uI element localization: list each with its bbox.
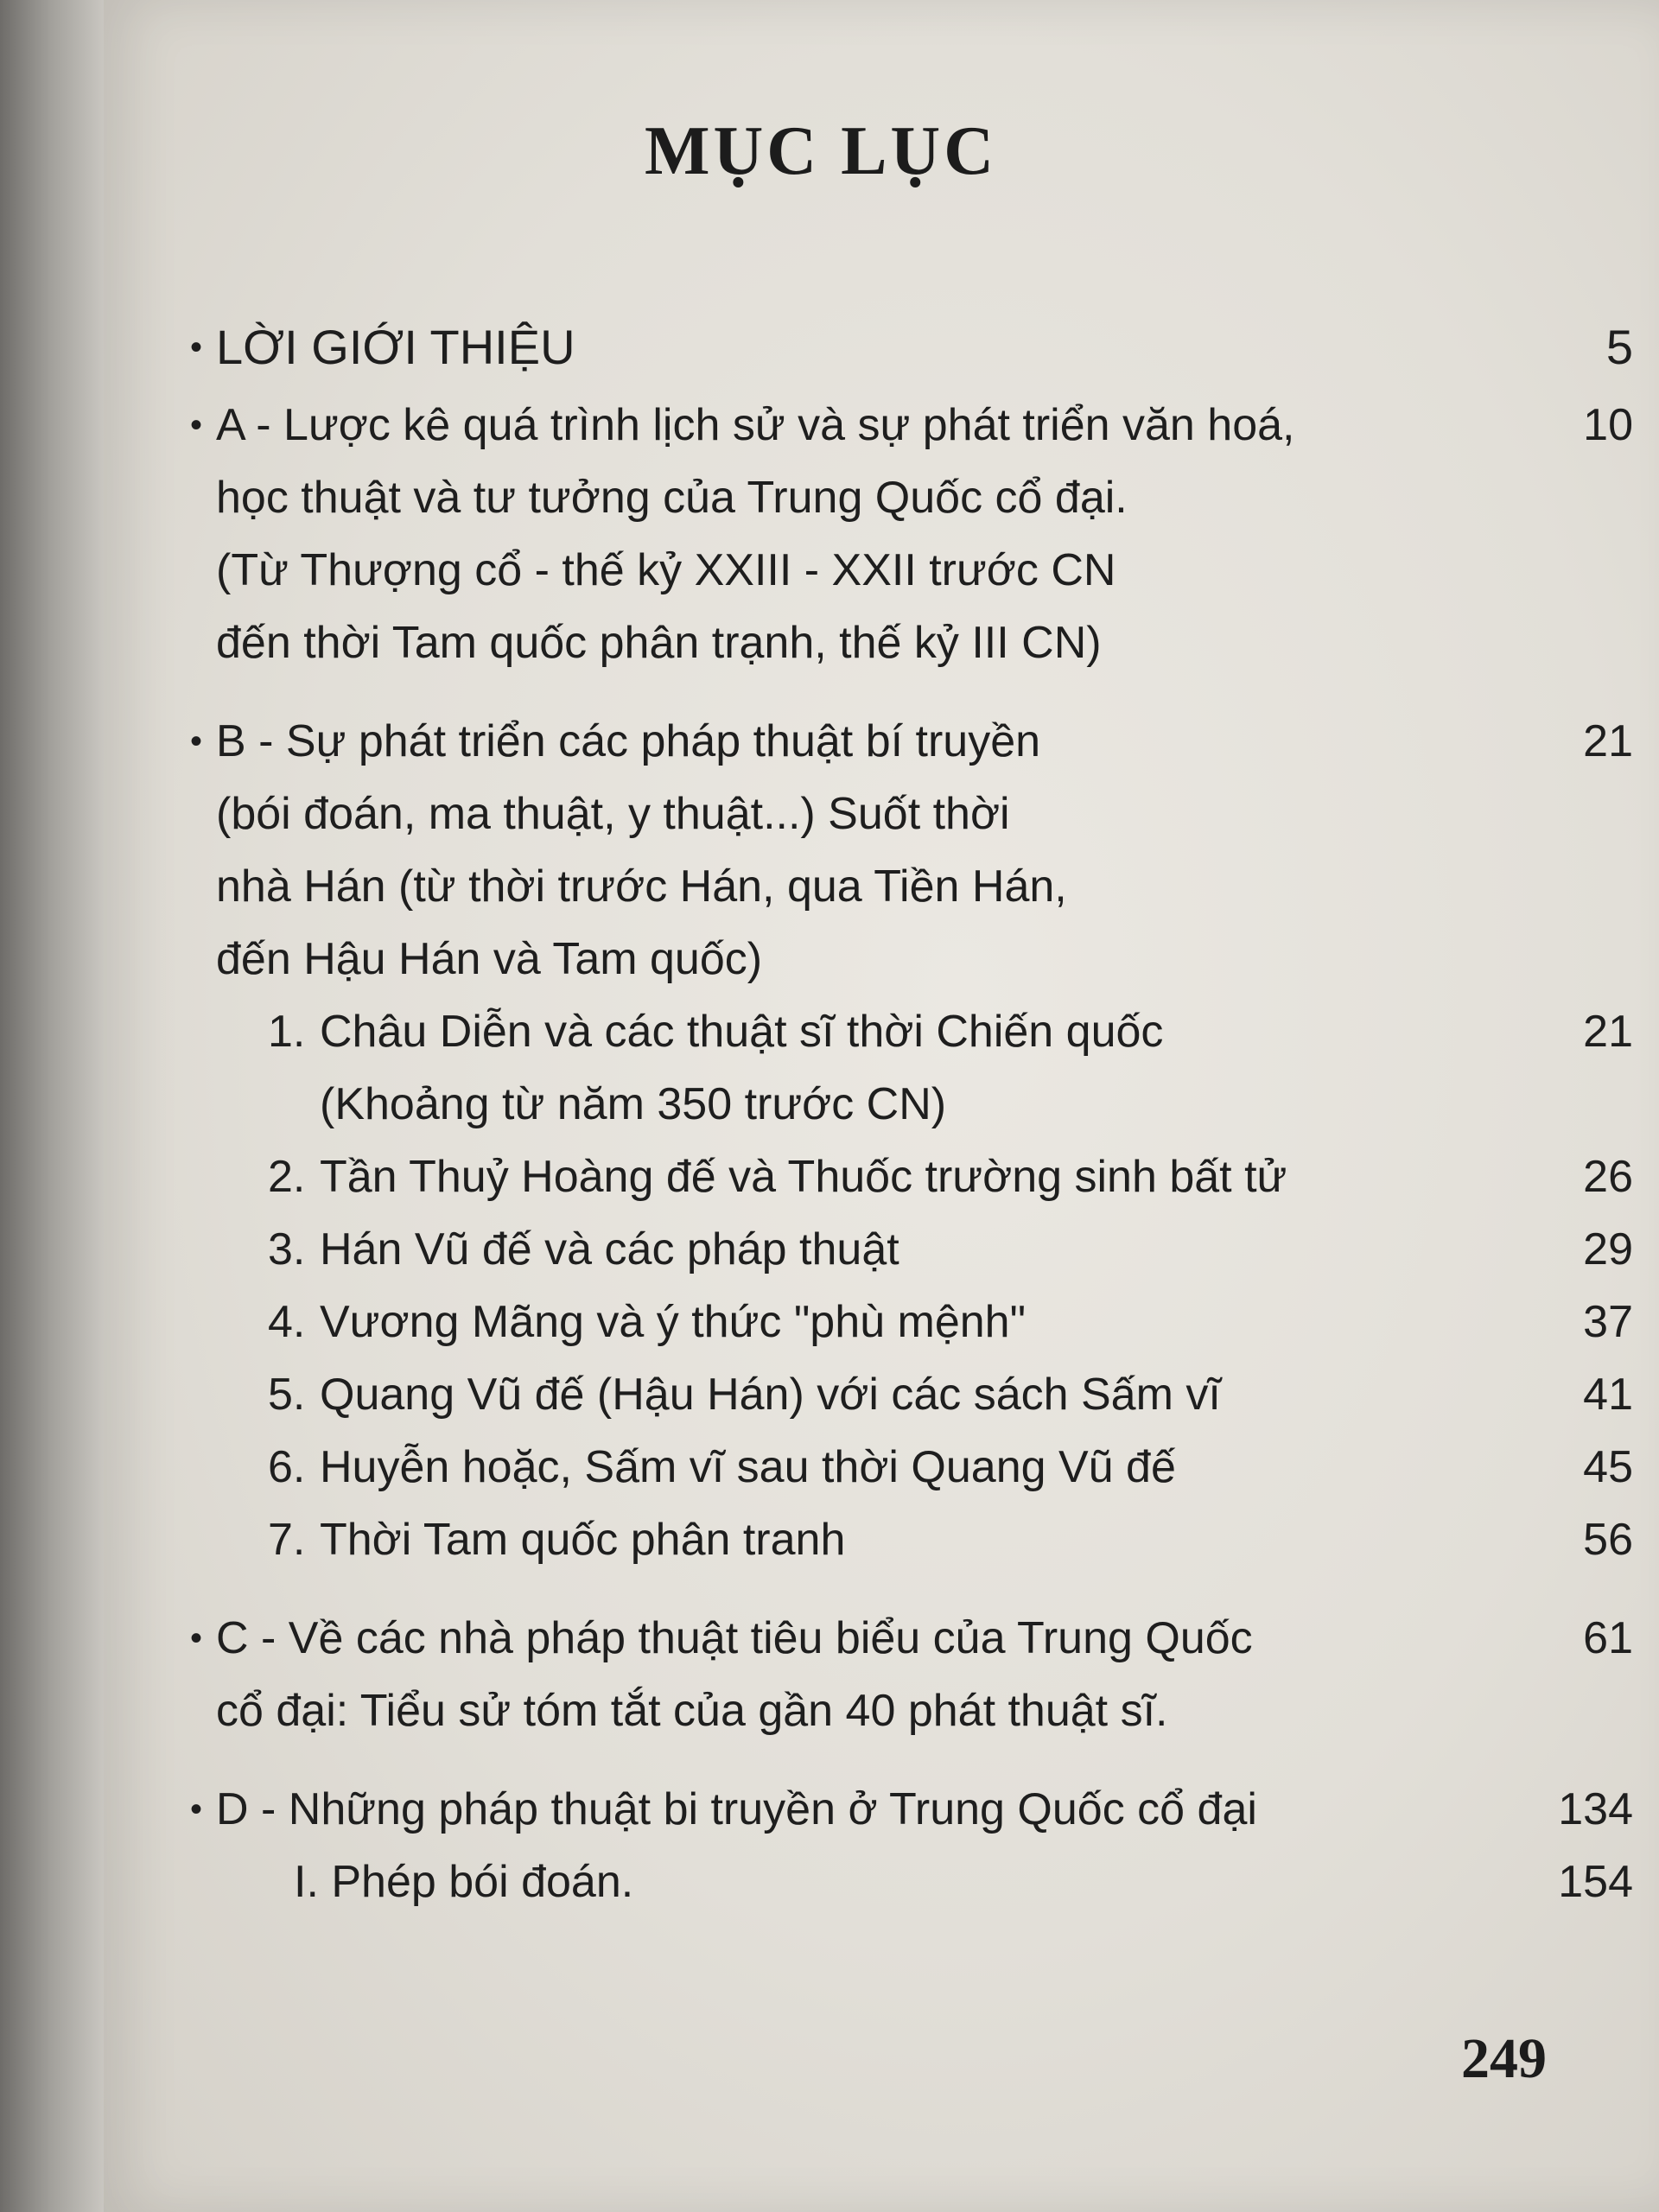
toc-page-number: 26 bbox=[1583, 1152, 1633, 1202]
subentry-label: Thời Tam quốc phân tranh bbox=[320, 1515, 846, 1565]
toc-subentry bbox=[216, 1431, 1633, 1503]
toc-entry-c bbox=[190, 1602, 1633, 1747]
toc-subentry bbox=[216, 1503, 1633, 1576]
toc-subentries-b bbox=[216, 995, 1633, 1576]
subentry-continuation: (Khoảng từ năm 350 trước CN) bbox=[320, 1079, 947, 1129]
toc-entry-label: LỜI GIỚI THIỆU bbox=[216, 320, 575, 374]
book-page bbox=[104, 0, 1659, 2212]
bullet-dot: • bbox=[190, 722, 203, 760]
toc-subentry bbox=[216, 1286, 1633, 1358]
subentry-label: Huyễn hoặc, Sấm vĩ sau thời Quang Vũ đế bbox=[320, 1442, 1176, 1492]
toc-page-number: 21 bbox=[1583, 716, 1633, 766]
toc-entry-b bbox=[190, 705, 1633, 995]
page-title: MỤC LỤC bbox=[645, 113, 997, 189]
toc-entry-continuation: (bói đoán, ma thuật, y thuật...) Suốt thời bbox=[216, 789, 1010, 839]
subentry-number: 5. bbox=[268, 1370, 306, 1420]
bullet-dot: • bbox=[190, 1619, 203, 1657]
toc-page-number: 5 bbox=[1605, 320, 1633, 374]
toc-entry-label: D - Những pháp thuật bi truyền ở Trung Quốc cổ đại bbox=[216, 1784, 1257, 1834]
subentry-label: Tần Thuỷ Hoàng đế và Thuốc trường sinh bất tử bbox=[320, 1152, 1287, 1202]
toc-entry-label: A - Lược kê quá trình lịch sử và sự phát triển văn hoá, bbox=[216, 400, 1295, 450]
toc-page-number: 61 bbox=[1583, 1613, 1633, 1663]
table-of-contents bbox=[190, 311, 1633, 1918]
subentry-label: Hán Vũ đế và các pháp thuật bbox=[320, 1224, 899, 1274]
page-number: 249 bbox=[1461, 2027, 1547, 2090]
toc-entry-d bbox=[190, 1773, 1633, 1918]
toc-subentry bbox=[216, 1358, 1633, 1431]
toc-entry-intro bbox=[190, 311, 1633, 384]
toc-page-number: 134 bbox=[1558, 1784, 1633, 1834]
bullet-dot: • bbox=[190, 328, 203, 366]
toc-subentry bbox=[216, 1213, 1633, 1286]
toc-page-number: 56 bbox=[1583, 1515, 1633, 1565]
subentry-number: 2. bbox=[268, 1152, 306, 1202]
toc-entry-continuation: học thuật và tư tưởng của Trung Quốc cổ đại. bbox=[216, 473, 1128, 523]
toc-page-number: 10 bbox=[1583, 400, 1633, 450]
toc-page-number: 41 bbox=[1583, 1370, 1633, 1420]
subentry-label: Quang Vũ đế (Hậu Hán) với các sách Sấm vĩ bbox=[320, 1370, 1221, 1420]
subentry-number: 7. bbox=[268, 1515, 306, 1565]
toc-entry-label: C - Về các nhà pháp thuật tiêu biểu của Trung Quốc bbox=[216, 1613, 1253, 1663]
subentry-number: 6. bbox=[268, 1442, 306, 1492]
toc-entry-continuation: (Từ Thượng cổ - thế kỷ XXIII - XXII trước CN bbox=[216, 545, 1116, 595]
toc-page-number: 45 bbox=[1583, 1442, 1633, 1492]
toc-entry-continuation: đến thời Tam quốc phân trạnh, thế kỷ III CN) bbox=[216, 618, 1102, 668]
subentry-number: 3. bbox=[268, 1224, 306, 1274]
toc-subentry bbox=[216, 995, 1633, 1141]
toc-entry-continuation: nhà Hán (từ thời trước Hán, qua Tiền Hán, bbox=[216, 861, 1067, 912]
toc-page-number: 21 bbox=[1583, 1007, 1633, 1057]
toc-page-number: 154 bbox=[1558, 1857, 1633, 1907]
toc-entry-label: B - Sự phát triển các pháp thuật bí truyền bbox=[216, 716, 1041, 766]
toc-subentry-label: I. Phép bói đoán. bbox=[294, 1857, 634, 1907]
subentry-label: Vương Mãng và ý thức "phù mệnh" bbox=[320, 1297, 1027, 1347]
toc-entry-continuation: cổ đại: Tiểu sử tóm tắt của gần 40 phát thuật sĩ. bbox=[216, 1686, 1168, 1736]
toc-entry-a bbox=[190, 389, 1633, 679]
bullet-dot: • bbox=[190, 1790, 203, 1828]
subentry-label: Châu Diễn và các thuật sĩ thời Chiến quốc bbox=[320, 1007, 1164, 1057]
subentry-number: 1. bbox=[268, 1007, 306, 1057]
bullet-dot: • bbox=[190, 406, 203, 444]
toc-entry-continuation: đến Hậu Hán và Tam quốc) bbox=[216, 934, 763, 984]
toc-page-number: 29 bbox=[1583, 1224, 1633, 1274]
toc-page-number: 37 bbox=[1583, 1297, 1633, 1347]
subentry-number: 4. bbox=[268, 1297, 306, 1347]
toc-subentry bbox=[216, 1141, 1633, 1213]
